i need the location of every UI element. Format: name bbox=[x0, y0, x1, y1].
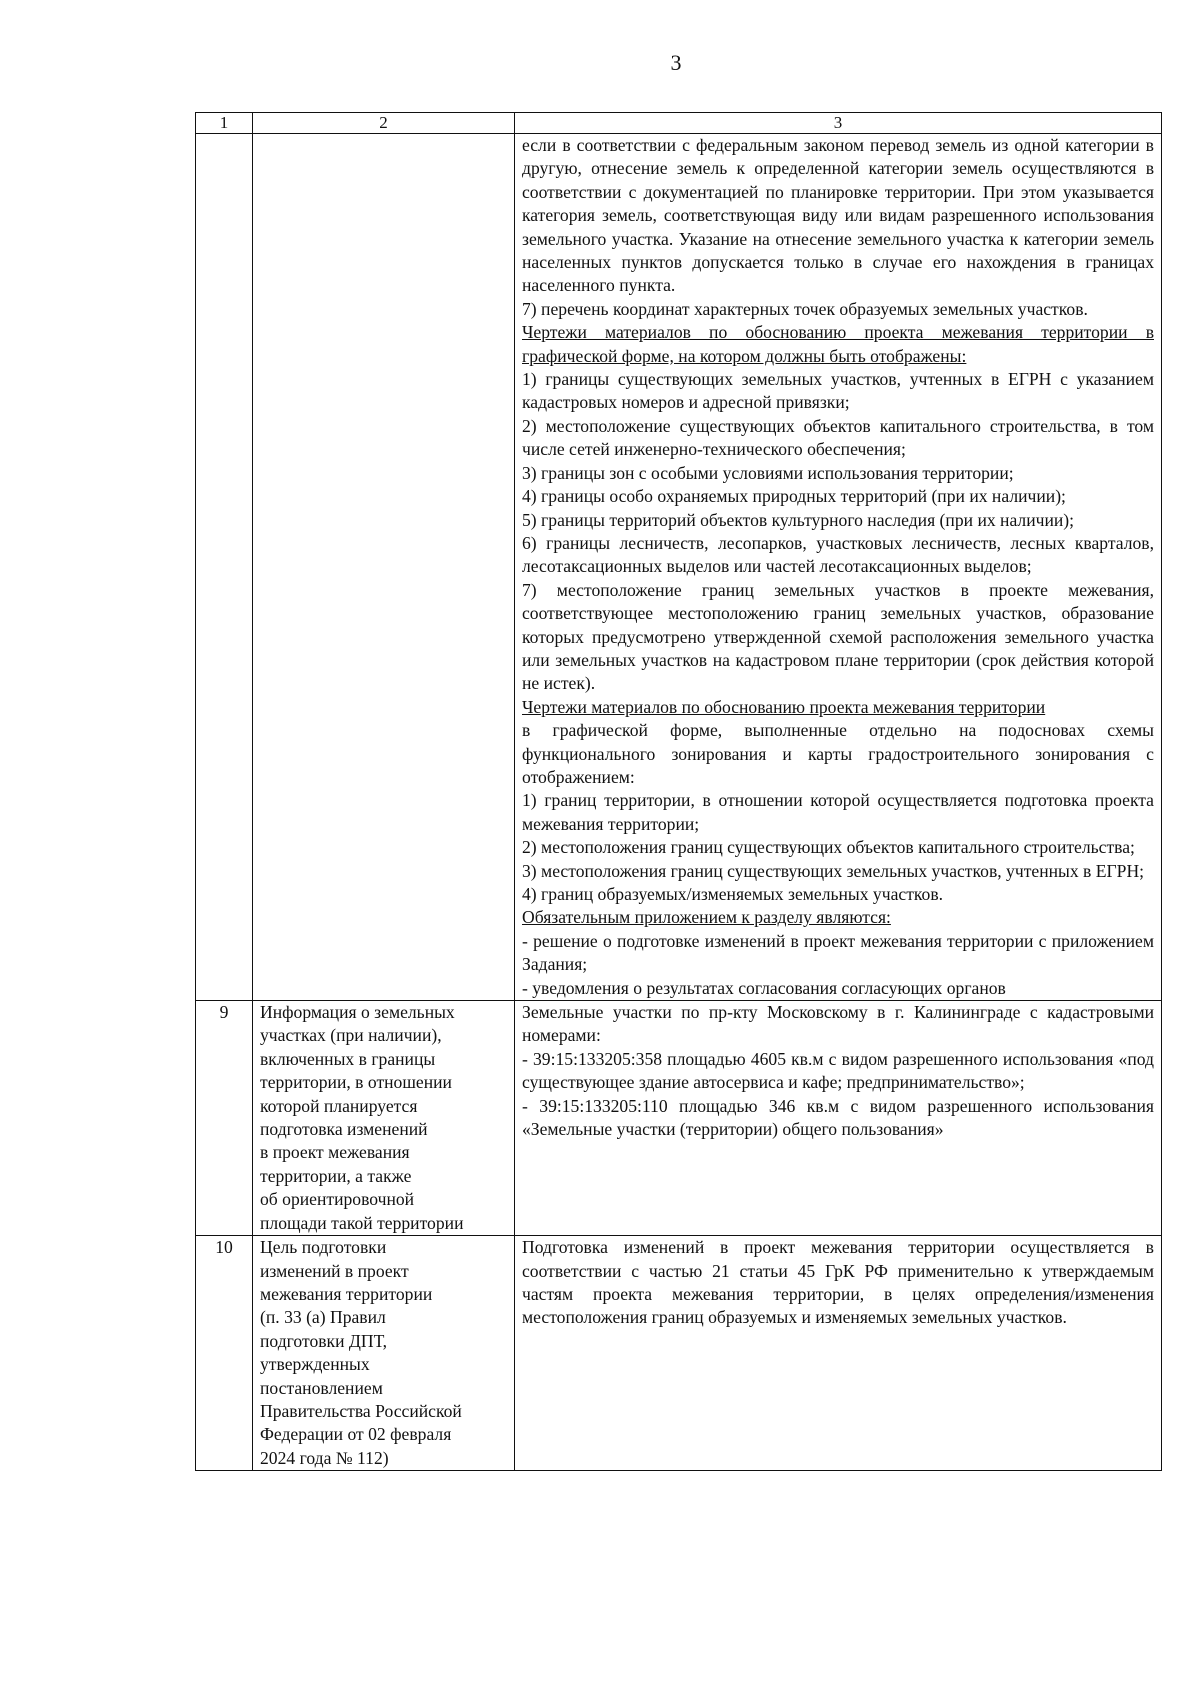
row-number: 9 bbox=[196, 1001, 253, 1236]
label-line: включенных в границы bbox=[260, 1048, 436, 1069]
section-heading: Чертежи материалов по обоснованию проекта межевания территории bbox=[522, 696, 1046, 717]
label-line: 2024 года № 112) bbox=[260, 1447, 389, 1468]
header-col-1: 1 bbox=[196, 113, 253, 134]
row-number-cell bbox=[196, 134, 253, 1001]
paragraph: - уведомления о результатах согласования согласующих органов bbox=[522, 977, 1006, 998]
table-header-row bbox=[196, 113, 1162, 134]
table-row-continuation bbox=[196, 134, 1162, 1001]
row-label-cell bbox=[253, 134, 515, 1001]
paragraph: - 39:15:133205:110 площадью 346 кв.м с видом разрешенного использования «Земельные участки (территории) общего пользования» bbox=[522, 1095, 1154, 1140]
label-line: площади такой территории bbox=[260, 1212, 464, 1233]
label-line: Цель подготовки bbox=[260, 1237, 387, 1258]
section-heading: Чертежи материалов по обоснованию проекта межевания территории в графической форме, на котором должны быть отображены: bbox=[522, 322, 1154, 366]
paragraph: 4) границ образуемых/изменяемых земельных участков. bbox=[522, 884, 944, 904]
label-line: территории, а также bbox=[260, 1165, 412, 1186]
paragraph: 1) границ территории, в отношении которой осуществляется подготовка проекта межевания территории; bbox=[522, 790, 1154, 834]
paragraph: - 39:15:133205:358 площадью 4605 кв.м с видом разрешенного использования «под существующее здание автосервиса и кафе; предпринимательство»; bbox=[522, 1048, 1154, 1093]
paragraph: Земельные участки по пр-кту Московскому в г. Калининграде с кадастровыми номерами: bbox=[522, 1002, 1154, 1046]
paragraph: 1) границы существующих земельных участков, учтенных в ЕГРН с указанием кадастровых номеров и адресной привязки; bbox=[522, 369, 1154, 413]
row-label bbox=[253, 1236, 515, 1471]
paragraph: 7) местоположение границ земельных участков в проекте межевания, соответствующее местоположению границ земельных участков, образование которых предусмотрено утвержденной схемой расположения земельного участка или земельных участков на кадастровом плане территории (срок действия которой не истек). bbox=[522, 579, 1154, 694]
paragraph: 4) границы особо охраняемых природных территорий (при их наличии); bbox=[522, 486, 1066, 507]
section-heading: Обязательным приложением к разделу являются: bbox=[522, 907, 891, 928]
label-line: подготовки ДПТ, bbox=[260, 1330, 388, 1351]
paragraph: если в соответствии с федеральным законом перевод земель из одной категории в другую, отнесение земель к определенной категории земель осуществляются в соответствии с документацией по планировке территории. При этом указывается категория земель, соответствующая виду или видам разрешенного использования земельного участка. Указание на отнесение земельного участка к категории земель населенных пунктов допускается только в случае его нахождения в границах населенного пункта. bbox=[522, 135, 1154, 296]
row-content bbox=[515, 1236, 1162, 1471]
paragraph: 3) границы зон с особыми условиями использования территории; bbox=[522, 462, 1014, 483]
page-number: 3 bbox=[670, 50, 682, 75]
paragraph: 2) местоположение существующих объектов капитального строительства, в том числе сетей инженерно-технического обеспечения; bbox=[522, 415, 1154, 460]
label-line: участках (при наличии), bbox=[260, 1025, 442, 1046]
document-table bbox=[195, 112, 1162, 1471]
row-label bbox=[253, 1001, 515, 1236]
label-line: межевания территории bbox=[260, 1283, 433, 1304]
label-line: утвержденных bbox=[260, 1354, 370, 1375]
label-line: Информация о земельных bbox=[260, 1002, 455, 1023]
paragraph: 2) местоположения границ существующих объектов капитального строительства; bbox=[522, 837, 1135, 858]
label-line: территории, в отношении bbox=[260, 1072, 452, 1093]
paragraph: - решение о подготовке изменений в проект межевания территории с приложением Задания; bbox=[522, 930, 1154, 975]
paragraph: Подготовка изменений в проект межевания территории осуществляется в соответствии с частью 21 статьи 45 ГрК РФ применительно к утверждаемым частям проекта межевания территории, в целях определения/изменения местоположения границ образуемых и изменяемых земельных участков. bbox=[522, 1237, 1154, 1328]
label-line: Правительства Российской bbox=[260, 1400, 462, 1421]
paragraph: в графической форме, выполненные отдельно на подосновах схемы функционального зонирования и карты градостроительного зонирования с отображением: bbox=[522, 720, 1154, 787]
label-line: которой планируется bbox=[260, 1095, 418, 1116]
paragraph: 5) границы территорий объектов культурного наследия (при их наличии); bbox=[522, 509, 1075, 530]
label-line: подготовка изменений bbox=[260, 1119, 428, 1140]
header-col-2: 2 bbox=[253, 113, 515, 134]
header-col-3: 3 bbox=[515, 113, 1162, 134]
table-row-10 bbox=[196, 1236, 1162, 1471]
label-line: об ориентировочной bbox=[260, 1189, 415, 1210]
label-line: (п. 33 (а) Правил bbox=[260, 1307, 386, 1328]
row-number: 10 bbox=[196, 1236, 253, 1471]
row-content-cell bbox=[515, 134, 1162, 1001]
label-line: Федерации от 02 февраля bbox=[260, 1424, 452, 1445]
label-line: изменений в проект bbox=[260, 1260, 409, 1281]
label-line: в проект межевания bbox=[260, 1142, 410, 1163]
paragraph: 7) перечень координат характерных точек образуемых земельных участков. bbox=[522, 298, 1088, 319]
row-content bbox=[515, 1001, 1162, 1236]
table-row-9 bbox=[196, 1001, 1162, 1236]
paragraph: 6) границы лесничеств, лесопарков, участковых лесничеств, лесных кварталов, лесотаксационных выделов или частей лесотаксационных выделов; bbox=[522, 532, 1154, 577]
paragraph: 3) местоположения границ существующих земельных участков, учтенных в ЕГРН; bbox=[522, 860, 1145, 881]
label-line: постановлением bbox=[260, 1377, 383, 1398]
